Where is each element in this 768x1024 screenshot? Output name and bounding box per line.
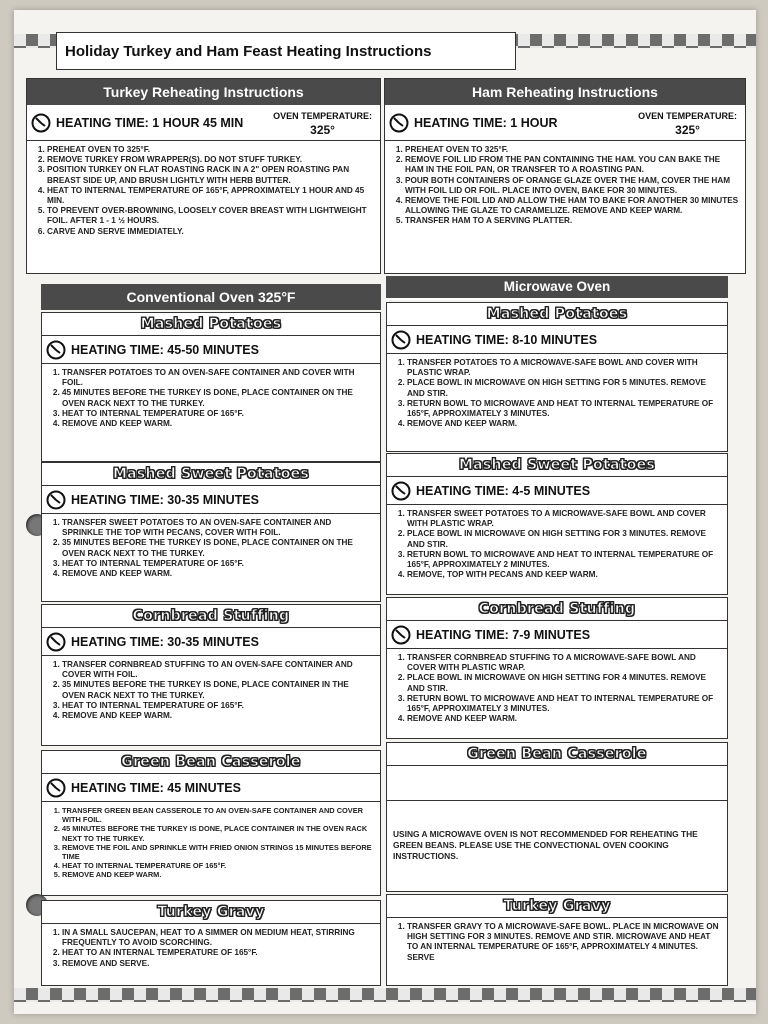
clock-icon: [391, 330, 411, 350]
conventional-header-box: [41, 284, 381, 310]
clock-icon: [391, 625, 411, 645]
list-item: 3. RETURN BOWL TO MICROWAVE AND HEAT TO INTERNAL TEMPERATURE OF 165°F, APPROXIMATELY 3 MINUTES.: [407, 694, 721, 714]
list-item: 4. REMOVE AND KEEP WARM.: [407, 714, 721, 724]
list-item: 3. REMOVE THE FOIL AND SPRINKLE WITH FRIED ONION STRINGS 15 MINUTES BEFORE TIME: [62, 843, 374, 861]
list-item: 5. REMOVE AND KEEP WARM.: [62, 870, 374, 879]
ham-time-row: [385, 105, 745, 141]
list-item: 2. PLACE BOWL IN MICROWAVE ON HIGH SETTING FOR 5 MINUTES. REMOVE AND STIR.: [407, 378, 721, 398]
list-item: 1. TRANSFER POTATOES TO A MICROWAVE-SAFE BOWL AND COVER WITH PLASTIC WRAP.: [407, 358, 721, 378]
heating-time: HEATING TIME: 30-35 MINUTES: [71, 634, 259, 649]
list-item: 3. HEAT TO INTERNAL TEMPERATURE OF 165°F.: [62, 559, 374, 569]
clock-icon: [46, 778, 66, 798]
microwave-oven-header: Microwave Oven: [386, 276, 728, 298]
list-item: 1. TRANSFER POTATOES TO AN OVEN-SAFE CONTAINER AND COVER WITH FOIL.: [62, 368, 374, 388]
heating-time: HEATING TIME: 7-9 MINUTES: [416, 627, 591, 642]
steps: [393, 509, 721, 580]
list-item: 3. HEAT TO INTERNAL TEMPERATURE OF 165°F.: [62, 409, 374, 419]
section-title: Mashed Sweet Potatoes: [458, 457, 656, 473]
section-title: Green Bean Casserole: [467, 746, 647, 762]
section-title: Cornbread Stuffing: [132, 608, 290, 624]
list-item: 2. 45 MINUTES BEFORE THE TURKEY IS DONE, PLACE CONTAINER ON THE OVEN RACK NEXT TO THE TURKEY.: [62, 388, 374, 408]
list-item: 1. PREHEAT OVEN TO 325°F.: [47, 145, 374, 155]
list-item: 4. REMOVE AND KEEP WARM.: [62, 569, 374, 579]
microwave-header-box: [386, 276, 728, 300]
list-item: 2. HEAT TO AN INTERNAL TEMPERATURE OF 165°F.: [62, 948, 374, 958]
steps: [48, 806, 374, 880]
section-title-bar: [387, 303, 727, 326]
list-item: 5. TO PREVENT OVER-BROWNING, LOOSELY COVER BREAST WITH LIGHTWEIGHT FOIL. AFTER 1 - 1 ½ HOURS.: [47, 206, 374, 226]
turkey-section: [26, 78, 381, 274]
list-item: 1. TRANSFER CORNBREAD STUFFING TO A MICROWAVE-SAFE BOWL AND COVER WITH PLASTIC WRAP.: [407, 653, 721, 673]
list-item: 1. TRANSFER CORNBREAD STUFFING TO AN OVEN-SAFE CONTAINER AND COVER WITH FOIL.: [62, 660, 374, 680]
conv-cornbread-stuffing: [41, 604, 381, 746]
list-item: 2. 45 MINUTES BEFORE THE TURKEY IS DONE, PLACE CONTAINER IN THE OVEN RACK NEXT TO THE TURKEY.: [62, 824, 374, 842]
list-item: 4. HEAT TO INTERNAL TEMPERATURE OF 165°F.: [62, 861, 374, 870]
list-item: 4. REMOVE AND KEEP WARM.: [62, 419, 374, 429]
instruction-sheet: [14, 10, 756, 1014]
list-item: 1. TRANSFER SWEET POTATOES TO AN OVEN-SAFE CONTAINER AND SPRINKLE THE TOP WITH PECANS, COVER WITH FOIL.: [62, 518, 374, 538]
turkey-time-row: [27, 105, 380, 141]
clock-icon: [31, 113, 51, 133]
clock-icon: [389, 113, 409, 133]
microwave-not-recommended-note: USING A MICROWAVE OVEN IS NOT RECOMMENDED FOR REHEATING THE GREEN BEANS. PLEASE USE THE CONVECTIONAL OVEN COOKING INSTRUCTIONS.: [393, 829, 698, 861]
steps: [48, 928, 374, 969]
list-item: 4. HEAT TO INTERNAL TEMPERATURE OF 165°F, APPROXIMATELY 1 HOUR AND 45 MIN.: [47, 186, 374, 206]
mw-mashed-potatoes: [386, 302, 728, 452]
oven-temp-label: OVEN TEMPERATURE:: [638, 110, 737, 121]
clock-icon: [46, 490, 66, 510]
list-item: 2. 35 MINUTES BEFORE THE TURKEY IS DONE, PLACE CONTAINER IN THE OVEN RACK NEXT TO THE TURKEY.: [62, 680, 374, 700]
section-title-bar: [42, 605, 380, 628]
time-row: [387, 621, 727, 649]
mw-turkey-gravy: [386, 894, 728, 986]
steps: [48, 368, 374, 429]
list-item: 3. HEAT TO INTERNAL TEMPERATURE OF 165°F.: [62, 701, 374, 711]
conv-mashed-potatoes: [41, 312, 381, 462]
conv-turkey-gravy: [41, 900, 381, 986]
steps: [48, 518, 374, 579]
section-title-bar: [387, 454, 727, 477]
list-item: 3. POUR BOTH CONTAINERS OF ORANGE GLAZE OVER THE HAM, COVER THE HAM WITH FOIL LID OR FOIL. PLACE INTO OVEN, BAKE FOR 30 MINUTES.: [405, 176, 739, 196]
time-row: [387, 326, 727, 354]
heating-time: HEATING TIME: 45 MINUTES: [71, 780, 241, 795]
list-item: 1. TRANSFER GRAVY TO A MICROWAVE-SAFE BOWL. PLACE IN MICROWAVE ON HIGH SETTING FOR 3 MINUTES. REMOVE AND STIR. MICROWAVE AND HEAT TO AN INTERNAL TEMPERATURE OF 165°F, APPROXIMATELY 4 MINUTES. SERVE: [407, 922, 721, 963]
list-item: 1. IN A SMALL SAUCEPAN, HEAT TO A SIMMER ON MEDIUM HEAT, STIRRING FREQUENTLY TO AVOID SCORCHING.: [62, 928, 374, 948]
clock-icon: [46, 340, 66, 360]
ham-steps: [391, 145, 739, 227]
section-title: Cornbread Stuffing: [478, 601, 636, 617]
steps: [393, 653, 721, 724]
list-item: 2. PLACE BOWL IN MICROWAVE ON HIGH SETTING FOR 4 MINUTES. REMOVE AND STIR.: [407, 673, 721, 693]
heating-time: HEATING TIME: 4-5 MINUTES: [416, 483, 591, 498]
clock-icon: [46, 632, 66, 652]
ham-section: [384, 78, 746, 274]
list-item: 6. CARVE AND SERVE IMMEDIATELY.: [47, 227, 374, 237]
turkey-steps: [33, 145, 374, 237]
time-row: [42, 628, 380, 656]
steps: [393, 358, 721, 429]
section-title-bar: [42, 901, 380, 924]
oven-temp-label: OVEN TEMPERATURE:: [273, 110, 372, 121]
list-item: 2. 35 MINUTES BEFORE THE TURKEY IS DONE, PLACE CONTAINER ON THE OVEN RACK NEXT TO THE TURKEY.: [62, 538, 374, 558]
ham-heating-time: HEATING TIME: 1 HOUR: [414, 115, 558, 130]
list-item: 4. REMOVE, TOP WITH PECANS AND KEEP WARM.: [407, 570, 721, 580]
list-item: 2. PLACE BOWL IN MICROWAVE ON HIGH SETTING FOR 3 MINUTES. REMOVE AND STIR.: [407, 529, 721, 549]
list-item: 2. REMOVE FOIL LID FROM THE PAN CONTAINING THE HAM. YOU CAN BAKE THE HAM IN THE FOIL PAN, OR TRANSFER TO A ROASTING PAN.: [405, 155, 739, 175]
mw-sweet-potatoes: [386, 453, 728, 595]
section-title-bar: [42, 751, 380, 774]
steps: [393, 922, 721, 963]
section-title: Turkey Gravy: [503, 898, 611, 914]
checkered-border-bottom: [14, 988, 756, 1002]
section-title-bar: [387, 743, 727, 766]
oven-temp-value: 325°: [310, 122, 335, 137]
section-title: Mashed Sweet Potatoes: [112, 466, 310, 482]
ham-header: Ham Reheating Instructions: [385, 79, 745, 105]
list-item: 1. TRANSFER GREEN BEAN CASSEROLE TO AN OVEN-SAFE CONTAINER AND COVER WITH FOIL.: [62, 806, 374, 824]
heating-time: HEATING TIME: 30-35 MINUTES: [71, 492, 259, 507]
list-item: 3. POSITION TURKEY ON FLAT ROASTING RACK IN A 2" OPEN ROASTING PAN BREAST SIDE UP, AND BRUSH LIGHTLY WITH HERB BUTTER.: [47, 165, 374, 185]
mw-green-bean-casserole: [386, 742, 728, 892]
section-title: Turkey Gravy: [157, 904, 265, 920]
time-row: [42, 336, 380, 364]
turkey-header: Turkey Reheating Instructions: [27, 79, 380, 105]
list-item: 3. REMOVE AND SERVE.: [62, 959, 374, 969]
section-title-bar: [42, 463, 380, 486]
turkey-oven-temp: [273, 109, 372, 137]
list-item: 2. REMOVE TURKEY FROM WRAPPER(S). DO NOT STUFF TURKEY.: [47, 155, 374, 165]
conventional-oven-header: Conventional Oven 325°F: [41, 284, 381, 310]
list-item: 4. REMOVE THE FOIL LID AND ALLOW THE HAM TO BAKE FOR ANOTHER 30 MINUTES ALLOWING THE GLAZE TO CARAMELIZE. REMOVE AND KEEP WARM.: [405, 196, 739, 216]
ham-oven-temp: [638, 109, 737, 137]
section-title: Mashed Potatoes: [140, 316, 282, 332]
heating-time: HEATING TIME: 8-10 MINUTES: [416, 332, 598, 347]
time-row: [42, 486, 380, 514]
list-item: 1. PREHEAT OVEN TO 325°F.: [405, 145, 739, 155]
oven-temp-value: 325°: [675, 122, 700, 137]
clock-icon: [391, 481, 411, 501]
empty-time-row: [387, 766, 727, 801]
conv-green-bean-casserole: [41, 750, 381, 896]
conv-sweet-potatoes: [41, 462, 381, 602]
time-row: [42, 774, 380, 802]
time-row: [387, 477, 727, 505]
list-item: 4. REMOVE AND KEEP WARM.: [62, 711, 374, 721]
list-item: 3. RETURN BOWL TO MICROWAVE AND HEAT TO INTERNAL TEMPERATURE OF 165°F, APPROXIMATELY 3 MINUTES.: [407, 399, 721, 419]
list-item: 4. REMOVE AND KEEP WARM.: [407, 419, 721, 429]
list-item: 1. TRANSFER SWEET POTATOES TO A MICROWAVE-SAFE BOWL AND COVER WITH PLASTIC WRAP.: [407, 509, 721, 529]
heating-time: HEATING TIME: 45-50 MINUTES: [71, 342, 259, 357]
turkey-heating-time: HEATING TIME: 1 HOUR 45 MIN: [56, 115, 244, 130]
document-title: Holiday Turkey and Ham Feast Heating Instructions: [56, 32, 516, 70]
list-item: 5. TRANSFER HAM TO A SERVING PLATTER.: [405, 216, 739, 226]
section-title-bar: [387, 895, 727, 918]
section-title: Green Bean Casserole: [121, 754, 301, 770]
steps: [48, 660, 374, 721]
section-title-bar: [387, 598, 727, 621]
list-item: 3. RETURN BOWL TO MICROWAVE AND HEAT TO INTERNAL TEMPERATURE OF 165°F, APPROXIMATELY 2 MINUTES.: [407, 550, 721, 570]
section-title-bar: [42, 313, 380, 336]
section-title: Mashed Potatoes: [486, 306, 628, 322]
mw-cornbread-stuffing: [386, 597, 728, 739]
